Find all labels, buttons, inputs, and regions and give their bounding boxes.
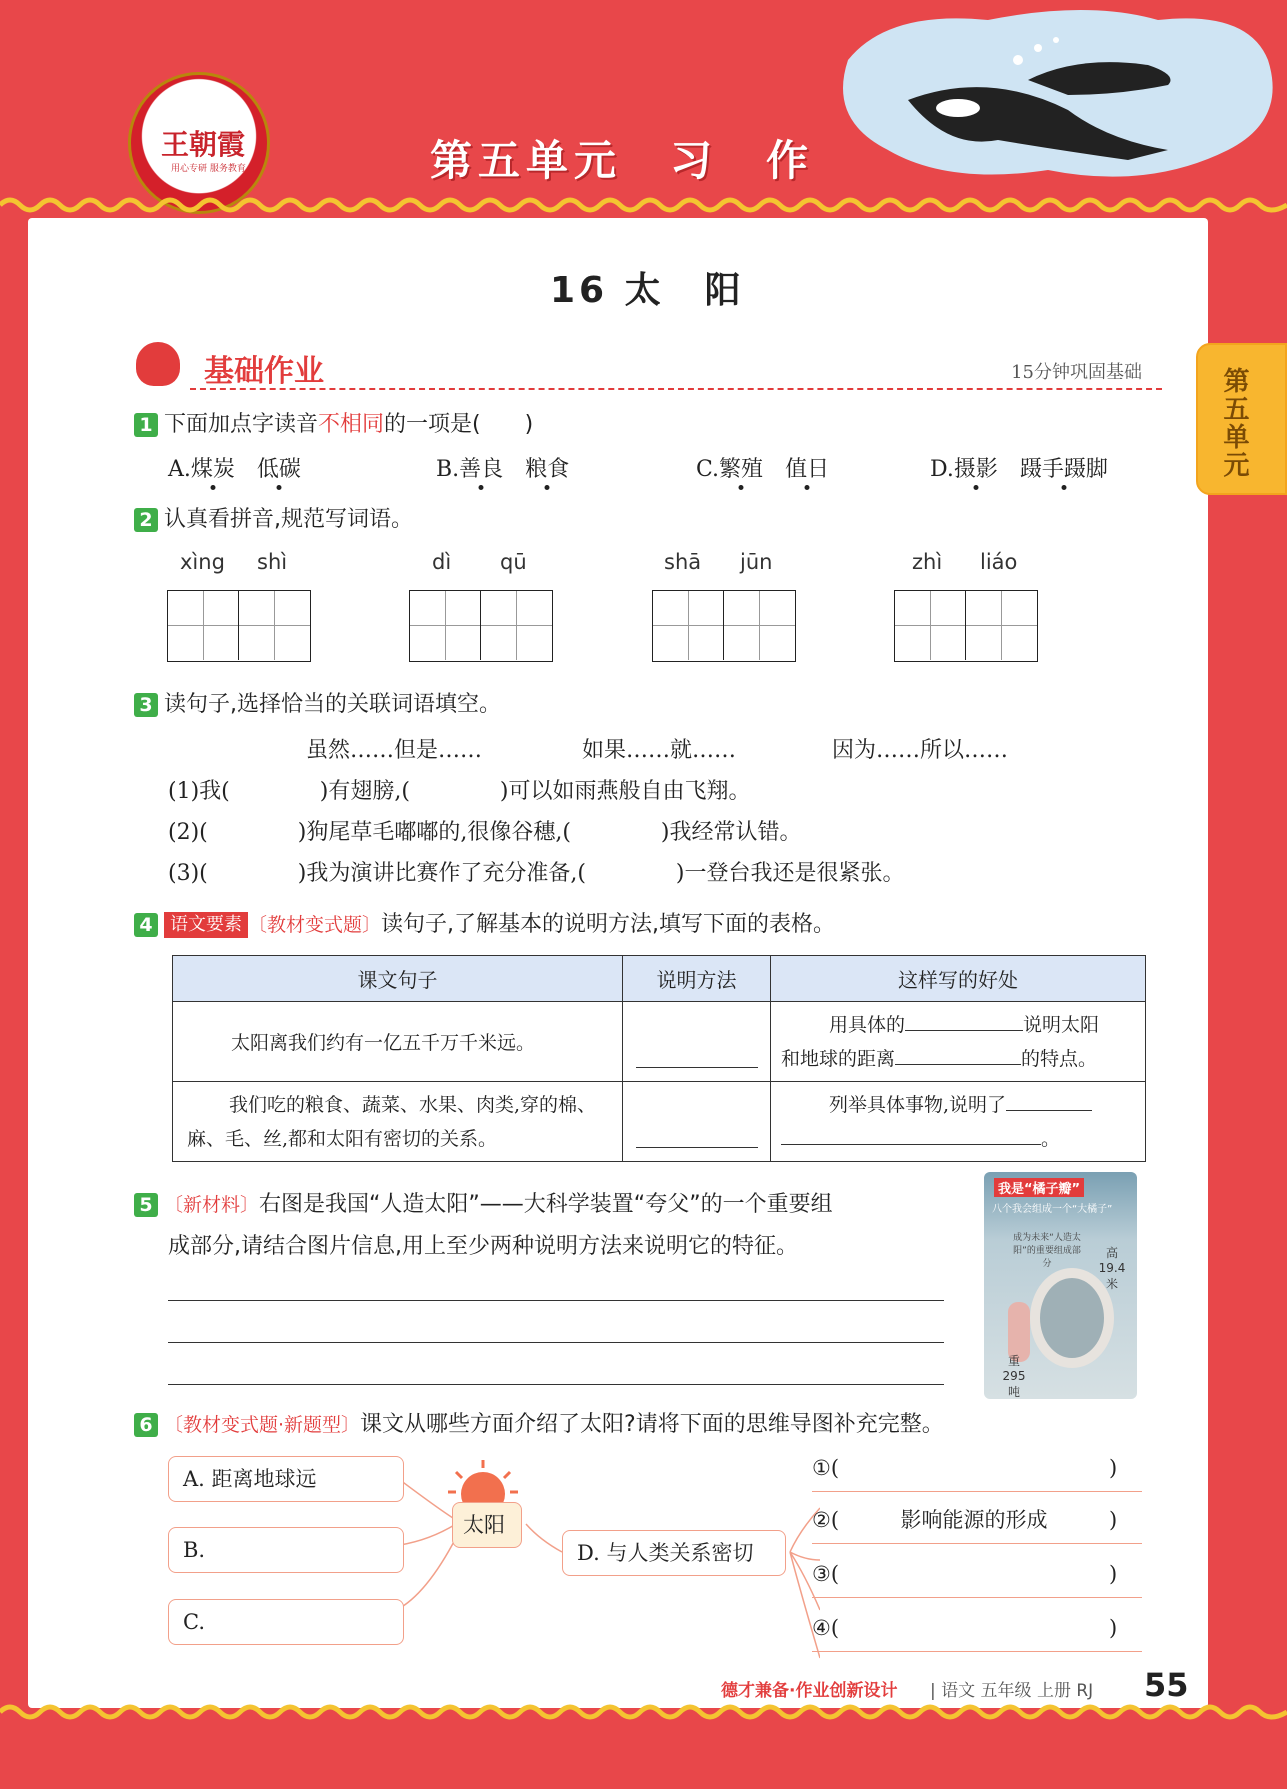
conjunction-choice: 因为……所以……	[832, 738, 1009, 763]
question-4-stem: 4 语文要素 〔教材变式题〕读句子,了解基本的说明方法,填写下面的表格。	[134, 910, 835, 940]
table-row: 太阳离我们约有一亿五千万千米远。 用具体的 说明太阳 和地球的距离 的特点。	[173, 1002, 1146, 1082]
q3-sentence-1: (1)我( )有翅膀,( )可以如雨燕般自由飞翔。	[168, 779, 751, 804]
table-cell: 太阳离我们约有一亿五千万千米远。	[173, 1002, 623, 1082]
pinyin: jūn	[740, 550, 773, 574]
pinyin: shā	[664, 550, 702, 574]
kuafu-device-photo: 我是“橘子瓣” 八个我会组成一个“大橘子” 成为未来“人造太阳”的重要组成部分 高 19.4 米 重 295 吨	[984, 1172, 1137, 1399]
q3-sentence-3: (3)( )我为演讲比赛作了充分准备,( )一登台我还是很紧张。	[168, 861, 905, 886]
q1-option-b[interactable]: B.善良 粮食	[436, 457, 570, 482]
mindmap-branch-1[interactable]: ①( )	[812, 1446, 1142, 1492]
question-6-stem: 6 〔教材变式题·新题型〕课文从哪些方面介绍了太阳?请将下面的思维导图补充完整。	[134, 1410, 944, 1440]
table-header: 说明方法	[623, 956, 771, 1002]
wave-border-bottom	[0, 1698, 1287, 1728]
conjunction-choice: 如果……就……	[582, 738, 737, 763]
question-5-stem: 5 〔新材料〕右图是我国“人造太阳”——大科学装置“夸父”的一个重要组	[134, 1190, 833, 1220]
page-number: 55	[1144, 1666, 1189, 1704]
writing-grid[interactable]	[894, 590, 1038, 662]
page-header	[0, 0, 1287, 200]
answer-line[interactable]	[168, 1300, 944, 1301]
unit-title: 第五单元 习 作	[430, 136, 815, 185]
writing-grid[interactable]	[652, 590, 796, 662]
answer-blank[interactable]	[636, 1147, 758, 1148]
question-1-stem: 1 下面加点字读音不相同的一项是( )	[134, 410, 533, 440]
unit-side-tab[interactable]: 第五单元	[1196, 343, 1287, 495]
pinyin: zhì	[912, 550, 943, 574]
mindmap-node-b[interactable]: B.	[168, 1527, 404, 1573]
table-header: 这样写的好处	[771, 956, 1146, 1002]
brand-logo	[128, 72, 270, 214]
q1-option-a[interactable]: A.煤炭 低碳	[168, 457, 301, 482]
mindmap-node-a[interactable]: A. 距离地球远	[168, 1456, 404, 1502]
answer-blank[interactable]	[1006, 1110, 1092, 1111]
section-label: 基础作业	[204, 354, 324, 389]
q3-sentence-2: (2)( )狗尾草毛嘟嘟的,很像谷穗,( )我经常认错。	[168, 820, 802, 845]
writing-grid[interactable]	[409, 590, 553, 662]
section-note: 15分钟巩固基础	[1011, 362, 1142, 383]
table-cell: 我们吃的粮食、蔬菜、水果、肉类,穿的棉、麻、毛、丝,都和太阳有密切的关系。	[173, 1082, 623, 1162]
answer-line[interactable]	[168, 1384, 944, 1385]
logo-slogan: 用心专研 服务教育	[171, 164, 246, 174]
question-2-stem: 2 认真看拼音,规范写词语。	[134, 505, 413, 535]
question-3-stem: 3 读句子,选择恰当的关联词语填空。	[134, 690, 501, 720]
question-5-stem-line2: 成部分,请结合图片信息,用上至少两种说明方法来说明它的特征。	[168, 1234, 798, 1259]
orca-illustration	[828, 0, 1287, 190]
section-divider	[190, 388, 1162, 390]
mindmap-node-c[interactable]: C.	[168, 1599, 404, 1645]
q1-option-d[interactable]: D.摄影 蹑手蹑脚	[930, 457, 1108, 482]
answer-line[interactable]	[168, 1342, 944, 1343]
logo-name: 王朝霞	[161, 128, 246, 161]
mindmap-branch-3[interactable]: ③( )	[812, 1552, 1142, 1598]
question-number: 4	[134, 913, 158, 937]
pinyin: xìng	[180, 550, 225, 574]
question-number: 1	[134, 413, 158, 437]
table-header: 课文句子	[173, 956, 623, 1002]
answer-blank[interactable]	[905, 1030, 1023, 1031]
conjunction-choice: 虽然……但是……	[306, 738, 483, 763]
tag-badge: 语文要素	[164, 912, 248, 938]
lesson-title: 16 太 阳	[550, 270, 745, 311]
writing-grid[interactable]	[167, 590, 311, 662]
question-number: 2	[134, 508, 158, 532]
answer-blank[interactable]	[895, 1064, 1021, 1065]
series-name: 德才兼备·作业创新设计	[721, 1681, 898, 1701]
q4-table	[172, 955, 1146, 1162]
mindmap-branch-2[interactable]: ②( 影响能源的形成 )	[812, 1498, 1142, 1544]
pinyin: dì	[432, 550, 452, 574]
question-number: 3	[134, 693, 158, 717]
answer-blank[interactable]	[636, 1067, 758, 1068]
question-number: 6	[134, 1413, 158, 1437]
mindmap-center: 太阳	[452, 1502, 522, 1548]
bell-icon	[136, 342, 180, 386]
mindmap-branch-4[interactable]: ④( )	[812, 1606, 1142, 1652]
mindmap-node-d[interactable]: D. 与人类关系密切	[562, 1530, 786, 1576]
pinyin: qū	[500, 550, 527, 574]
question-number: 5	[134, 1193, 158, 1217]
section-header	[130, 342, 1170, 390]
pinyin: liáo	[980, 550, 1018, 574]
pinyin: shì	[257, 550, 288, 574]
book-info: | 语文 五年级 上册 RJ	[930, 1681, 1094, 1701]
answer-blank[interactable]	[781, 1144, 1041, 1145]
table-row: 我们吃的粮食、蔬菜、水果、肉类,穿的棉、麻、毛、丝,都和太阳有密切的关系。 列举具体事物,说明了 。	[173, 1082, 1146, 1162]
q1-option-c[interactable]: C.繁殖 值日	[696, 457, 830, 482]
